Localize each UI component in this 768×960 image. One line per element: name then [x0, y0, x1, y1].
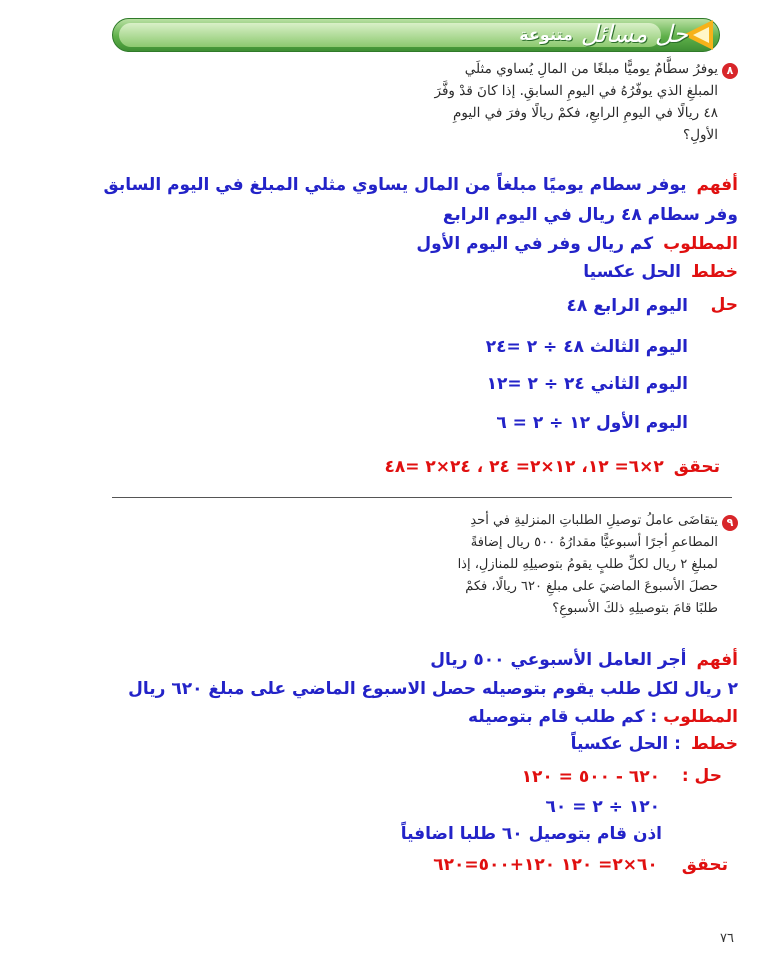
understand-label: أفهم [696, 175, 738, 195]
problem-9-line: لمبلغِ ٢ ريال لكلِّ طلبٍ يقومُ بتوصيلِهِ للمنازلِ، إذا [457, 557, 718, 572]
required-label: المطلوب [663, 234, 738, 254]
solution-8-understand [104, 175, 738, 195]
problem-9-line: طلبًا قامَ بتوصيلِهِ ذلكَ الأسبوعِ؟ [552, 601, 718, 616]
plan-label: خطط [690, 262, 738, 282]
section-divider [112, 497, 732, 498]
required-text: كم ريال وفر في اليوم الأول [416, 234, 654, 254]
problem-9-line: المطاعمِ أجرًا أسبوعيًّا مقدارُهُ ٥٠٠ ريال إضافةً [470, 535, 718, 550]
solution-8-plan [583, 262, 738, 282]
banner-arrow-inner-icon [693, 27, 709, 43]
problem-8-text [435, 58, 718, 146]
plan-text: الحل عكسيا [583, 262, 681, 282]
solution-8-understand-2: وفر سطام ٤٨ ريال في اليوم الرابع [442, 205, 738, 225]
solution-9-understand [430, 650, 738, 670]
solution-9-plan [571, 734, 738, 754]
problem-8-line: ٤٨ ريالًا في اليومِ الرابعِ، فكمْ ريالًا وفرَ في اليومِ [453, 105, 718, 121]
problem-8-line: الأولِ؟ [683, 127, 718, 143]
problem-9-line: يتقاضَى عاملُ توصيلِ الطلباتِ المنزليةِ في أحدِ [470, 513, 718, 528]
understand-label: أفهم [696, 650, 738, 670]
solution-9-step-1: ٦٢٠ - ٥٠٠ = ١٢٠ [521, 767, 660, 787]
problem-8-line: المبلغِ الذي يوفّرُهُ في اليومِ السابقِ. إذا كانَ قدْ وفَّرَ [434, 83, 718, 99]
understand-text: أجر العامل الأسبوعي ٥٠٠ ريال [430, 650, 687, 670]
understand-text: يوفر سطام يوميًا مبلغاً من المال يساوي مثلي المبلغ في اليوم السابق [103, 175, 687, 195]
solution-9-check [433, 855, 728, 875]
solution-9-solve-label: حل : [681, 766, 722, 786]
solution-9-understand-2: ٢ ريال لكل طلب يقوم بتوصيله حصل الاسبوع الماضي على مبلغ ٦٢٠ ريال [128, 679, 738, 699]
check-text: ٢×٦= ١٢، ١٢×٢= ٢٤ ، ٢٤×٢ =٤٨ [384, 457, 664, 477]
solution-8-step: اليوم الرابع ٤٨ [566, 296, 688, 316]
plan-label: خطط [690, 734, 738, 754]
problem-9-text [458, 510, 718, 620]
solution-8-solve-label: حل [710, 295, 738, 315]
solution-8-check [384, 457, 720, 477]
solution-8-required [416, 234, 738, 254]
solution-9-required [468, 707, 738, 727]
banner-title-sub: متنوعة [519, 24, 573, 44]
banner-title [519, 19, 688, 49]
check-label: تحقق [673, 457, 720, 477]
problem-8-number-badge: ٨ [722, 63, 738, 79]
solution-8-step: اليوم الأول ١٢ ÷ ٢ = ٦ [496, 413, 688, 433]
required-label: المطلوب [663, 707, 738, 727]
solution-8-step: اليوم الثالث ٤٨ ÷ ٢ =٢٤ [485, 337, 688, 357]
banner-title-main: حل مسائل [580, 20, 688, 48]
plan-text: : الحل عكسياً [570, 734, 681, 754]
problem-8-line: يوفرُ سطَّامٌ يوميًّا مبلغًا من المالِ يُساوي مثلَي [464, 61, 718, 77]
problem-9-line: حصلَ الأسبوعَ الماضيَ على مبلغِ ٦٢٠ ريالًا، فكمْ [465, 579, 718, 594]
solution-9-result: اذن قام بتوصيل ٦٠ طلبا اضافياً [400, 824, 662, 844]
check-label: تحقق [681, 855, 728, 875]
page-number: ٧٦ [720, 931, 734, 946]
required-text: : كم طلب قام بتوصيله [468, 707, 664, 727]
problem-9-number-badge: ٩ [722, 515, 738, 531]
solution-9-step-2: ١٢٠ ÷ ٢ = ٦٠ [545, 797, 660, 817]
solution-8-step: اليوم الثاني ٢٤ ÷ ٢ =١٢ [486, 374, 688, 394]
check-text: ٦٠×٢= ١٢٠ ١٢٠+٥٠٠=٦٢٠ [433, 855, 658, 875]
